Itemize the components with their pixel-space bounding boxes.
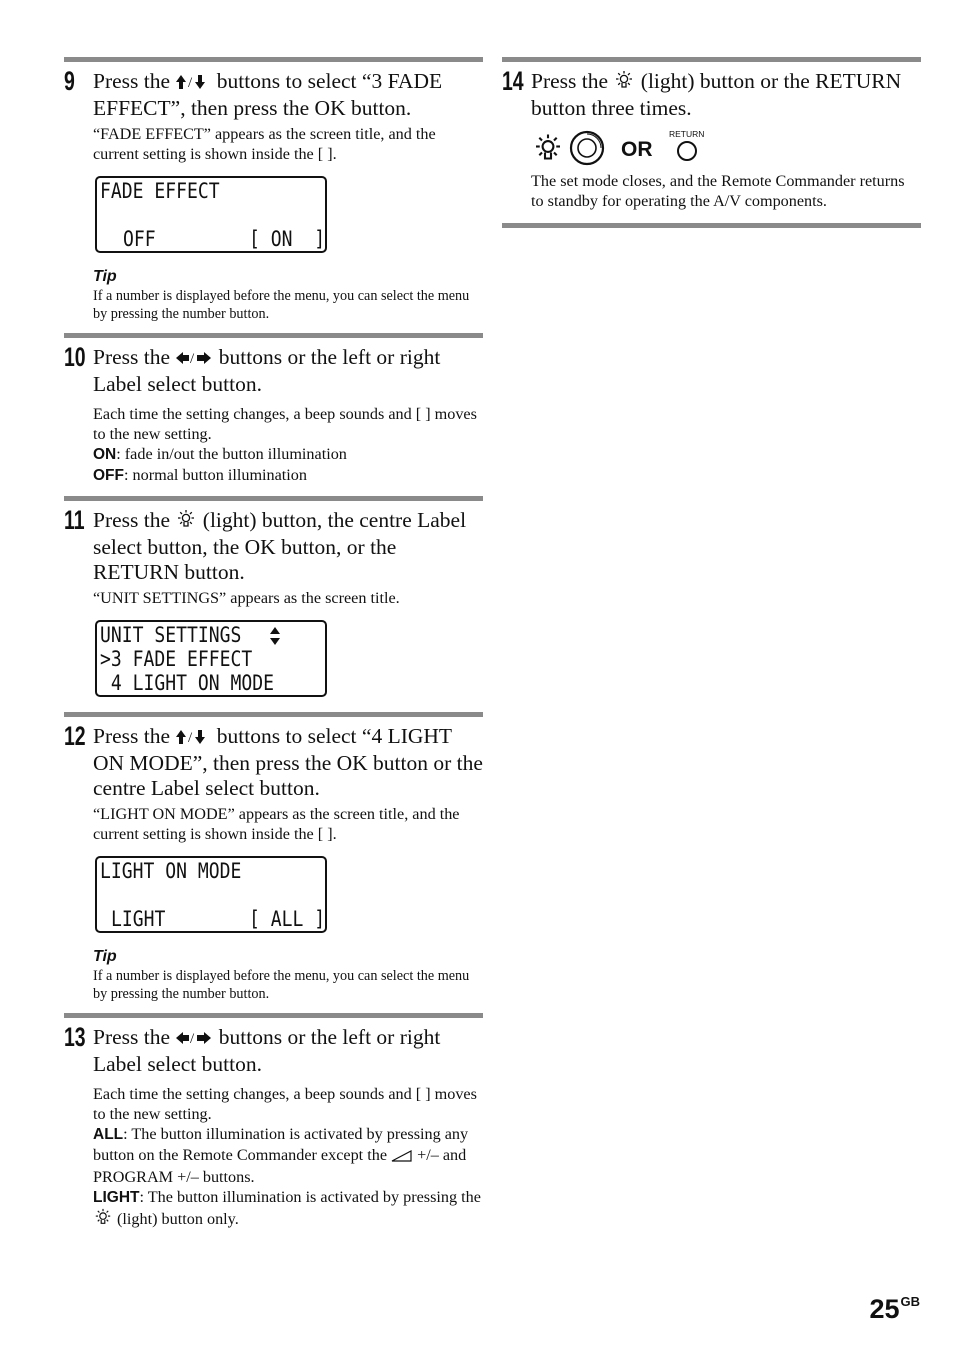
lcd-option: LIGHT: [111, 907, 166, 931]
step-title: Press the (light) button or the RETURN button three times.: [531, 69, 902, 120]
scroll-arrows-icon: [269, 626, 281, 651]
svg-text:/: /: [188, 730, 193, 745]
light-bulb-icon: [93, 1208, 113, 1231]
step-9: [64, 57, 483, 253]
step-title: Press the / buttons or the left or right Label select button.: [93, 345, 441, 396]
step-title: Press the / buttons or the left or right Label select button.: [93, 1025, 441, 1076]
step-14: [502, 57, 921, 228]
tip-heading: Tip: [93, 948, 117, 965]
step-number: 9: [64, 66, 75, 96]
svg-text:/: /: [188, 75, 193, 90]
up-down-arrow-icon: [175, 726, 211, 751]
left-right-arrow-icon: [175, 347, 213, 372]
section-divider: [502, 223, 921, 228]
light-bulb-icon: [613, 70, 635, 96]
step-number: 11: [64, 505, 85, 535]
step-number: 14: [502, 66, 524, 96]
lcd-title: FADE EFFECT: [100, 179, 220, 203]
lcd-current-setting: [ ON ]: [249, 227, 326, 251]
step-11: [64, 496, 483, 697]
step-13: [64, 1013, 483, 1231]
tip-text: If a number is displayed before the menu, you can select the menu by pressing the number button.: [93, 968, 470, 1002]
step-description: Each time the setting changes, a beep sounds and [ ] moves to the new setting. ON: fade in/out the button illumination OFF: normal button illumination: [93, 404, 483, 486]
step-10: [64, 333, 483, 486]
step-number: 12: [64, 721, 86, 751]
or-label: OR: [621, 138, 653, 161]
left-column: [64, 57, 483, 1231]
lcd-menu-item: 4 LIGHT ON MODE: [100, 671, 274, 695]
step-title: Press the (light) button, the centre Label select button, the OK button, or the RETURN button.: [93, 508, 467, 584]
step-description: The set mode closes, and the Remote Commander returns to standby for operating the A/V components.: [531, 172, 905, 210]
right-column: [502, 57, 921, 228]
volume-icon: [391, 1147, 413, 1167]
return-button-icon: [676, 140, 698, 167]
step-title: Press the / buttons to select “3 FADE EFFECT”, then press the OK button.: [93, 69, 443, 120]
option-all: ALL: The button illumination is activated by pressing any button on the Remote Commander except the +/– and PROGRAM +/– buttons.: [93, 1125, 469, 1186]
svg-text:/: /: [190, 1031, 195, 1046]
dial-button-icon: [569, 130, 605, 171]
page-number: $25^{GB}$: [869, 1294, 920, 1324]
step-title: Press the / buttons to select “4 LIGHT ON MODE”, then press the OK button or the centre Label select button.: [93, 724, 483, 800]
up-down-arrow-icon: [175, 71, 211, 96]
lcd-menu-item-selected: >3 FADE EFFECT: [100, 647, 253, 671]
step-description: “FADE EFFECT” appears as the screen title, and the current setting is shown inside the [ ].: [93, 125, 436, 163]
lcd-title: UNIT SETTINGS: [100, 623, 242, 647]
return-label: RETURN: [669, 129, 705, 139]
option-off: OFF: normal button illumination: [93, 466, 307, 484]
lcd-screen: [95, 176, 327, 253]
lcd-screen: [95, 856, 327, 933]
light-bulb-icon: [531, 133, 565, 168]
tip-text: If a number is displayed before the menu, you can select the menu by pressing the number button.: [93, 288, 470, 322]
step-description: “UNIT SETTINGS” appears as the screen title.: [93, 589, 400, 607]
button-illustration: [531, 129, 921, 167]
option-light: LIGHT: The button illumination is activated by pressing the (light) button only.: [93, 1187, 483, 1231]
lcd-option: OFF: [123, 227, 156, 251]
option-on: ON: fade in/out the button illumination: [93, 445, 347, 463]
step-12: [64, 712, 483, 933]
tip-heading: Tip: [93, 268, 117, 285]
step-number: 10: [64, 342, 86, 372]
step-number: 13: [64, 1022, 86, 1052]
svg-text:/: /: [190, 351, 195, 366]
lcd-title: LIGHT ON MODE: [100, 859, 242, 883]
step-description: “LIGHT ON MODE” appears as the screen title, and the current setting is shown inside the [ ].: [93, 805, 460, 843]
step-description: Each time the setting changes, a beep sounds and [ ] moves to the new setting. ALL: The button illumination is activated by pressing any button on the Remote Commander except the +/– and PROGRAM +/– buttons. LIGHT: The button illumination is activated by pressing the (light) button only.: [93, 1084, 483, 1231]
lcd-current-setting: [ ALL ]: [249, 907, 326, 931]
light-bulb-icon: [175, 509, 197, 535]
lcd-screen: [95, 620, 327, 697]
left-right-arrow-icon: [175, 1027, 213, 1052]
